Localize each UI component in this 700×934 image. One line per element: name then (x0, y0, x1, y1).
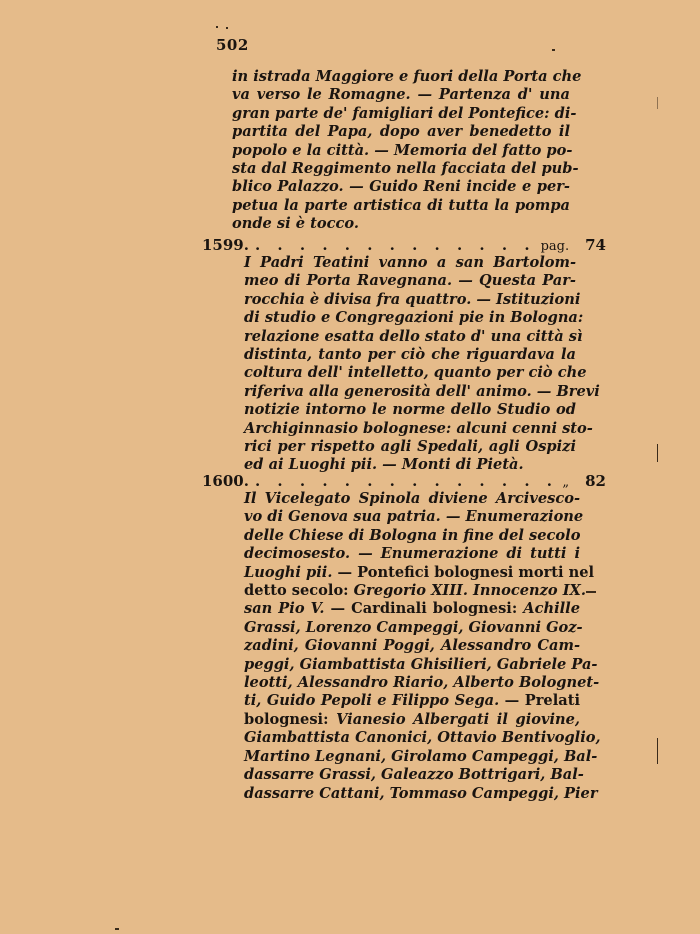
entry-page-number: 82 (585, 472, 606, 490)
text-line: petua la parte artistica di tutta la pompa (232, 196, 570, 214)
text-roman: detto secolo: (244, 582, 354, 600)
text-line (244, 600, 580, 618)
margin-tick (657, 738, 658, 764)
text-line: distinta, tanto per ciò che riguardava la (244, 346, 576, 364)
text-italic: Luoghi pii. (244, 563, 333, 581)
text-line: I Padri Teatini vanno a san Bartolom- (244, 254, 576, 271)
entry-year: 1599. (202, 236, 249, 254)
margin-tick (657, 97, 658, 109)
scan-speck (226, 27, 228, 29)
page-abbrev: pag. (540, 239, 570, 254)
entry-heading-1600 (202, 472, 606, 492)
margin-dash (586, 591, 596, 593)
text-line: riferiva alla generosità dell' animo. — Brevi (244, 382, 600, 400)
text-italic: Achille (523, 600, 580, 618)
text-line: delle Chiese di Bologna in fine del secolo (244, 526, 581, 544)
text-roman: bolognesi: (244, 710, 337, 728)
ditto-mark: „ (562, 475, 570, 490)
text-line: zadini, Giovanni Poggi, Alessandro Cam- (244, 637, 580, 655)
text-line: partita del Papa, dopo aver benedetto il (232, 123, 570, 141)
text-line: Il Vicelegato Spinola diviene Arcivesco- (244, 490, 580, 507)
text-line: meo di Porta Ravegnana. — Questa Par- (244, 272, 576, 290)
text-line: va verso le Romagne. — Partenza d' una (232, 86, 570, 104)
text-block-1 (232, 68, 582, 234)
leader-dots: . . . . . . . . . . . . . (254, 236, 536, 254)
text-line: Martino Legnani, Girolamo Campeggi, Bal- (244, 747, 598, 765)
text-line: dassarre Grassi, Galeazzo Bottrigari, Bal- (244, 766, 584, 784)
text-line: notizie intorno le norme dello Studio od (244, 401, 576, 419)
text-line (244, 692, 580, 710)
text-line: coltura dell' intelletto, quanto per ciò che (244, 364, 587, 382)
text-line (244, 563, 595, 582)
text-line (244, 582, 586, 600)
text-line: Giambattista Canonici, Ottavio Bentivoglio, (244, 729, 601, 747)
text-line: rocchia è divisa fra quattro. — Istituzioni (244, 290, 581, 308)
text-line: in istrada Maggiore e fuori della Porta che (232, 68, 582, 85)
text-line: peggi, Giambattista Ghisilieri, Gabriele Pa- (244, 655, 598, 673)
text-line: blico Palazzo. — Guido Reni incide e per- (232, 178, 570, 196)
text-line: vo di Genova sua patria. — Enumerazione (244, 508, 584, 526)
scan-speck (552, 49, 555, 51)
text-line (244, 711, 580, 729)
text-line: ed ai Luoghi pii. — Monti di Pietà. (244, 456, 524, 474)
text-block-2 (244, 254, 600, 475)
text-italic: Vianesio Albergati il giovine, (336, 710, 580, 728)
leader-dots: . . . . . . . . . . . . . . (254, 472, 558, 490)
entry-year: 1600. (202, 472, 249, 490)
scan-speck (216, 26, 218, 28)
text-italic: san Pio V. (244, 600, 325, 618)
text-line: decimosesto. — Enumerazione di tutti i (244, 545, 580, 563)
text-line: gran parte de' famigliari del Pontefice: di- (232, 104, 577, 122)
text-line: leotti, Alessandro Riario, Alberto Bolognet- (244, 674, 600, 692)
text-italic: Gregorio XIII. Innocenzo IX. (353, 582, 586, 600)
margin-tick (657, 444, 658, 462)
text-roman: — Pontefici bolognesi morti nel (332, 563, 595, 581)
text-italic: ti, Guido Pepoli e Filippo Sega. (244, 692, 500, 710)
text-roman: — Cardinali bolognesi: (324, 600, 524, 618)
entry-page-number: 74 (585, 236, 606, 254)
scan-speck (115, 928, 119, 930)
text-line: Grassi, Lorenzo Campeggi, Giovanni Goz- (244, 618, 583, 636)
text-line: onde si è tocco. (232, 215, 359, 233)
text-line: di studio e Congregazioni pie in Bologna: (244, 309, 584, 327)
text-line: sta dal Reggimento nella facciata del pub- (232, 160, 579, 178)
text-line: rici per rispetto agli Spedali, agli Ospizi (244, 438, 576, 456)
text-line: relazione esatta dello stato d' una città sì (244, 327, 583, 345)
entry-heading-1599 (202, 236, 606, 256)
text-roman: — Prelati (499, 692, 580, 710)
text-block-3 (244, 490, 601, 803)
text-line: popolo e la città. — Memoria del fatto po- (232, 141, 573, 159)
page-number: 502 (216, 36, 249, 54)
text-line: dassarre Cattani, Tommaso Campeggi, Pier (244, 784, 598, 802)
text-line: Archiginnasio bolognese: alcuni cenni sto- (244, 419, 593, 437)
